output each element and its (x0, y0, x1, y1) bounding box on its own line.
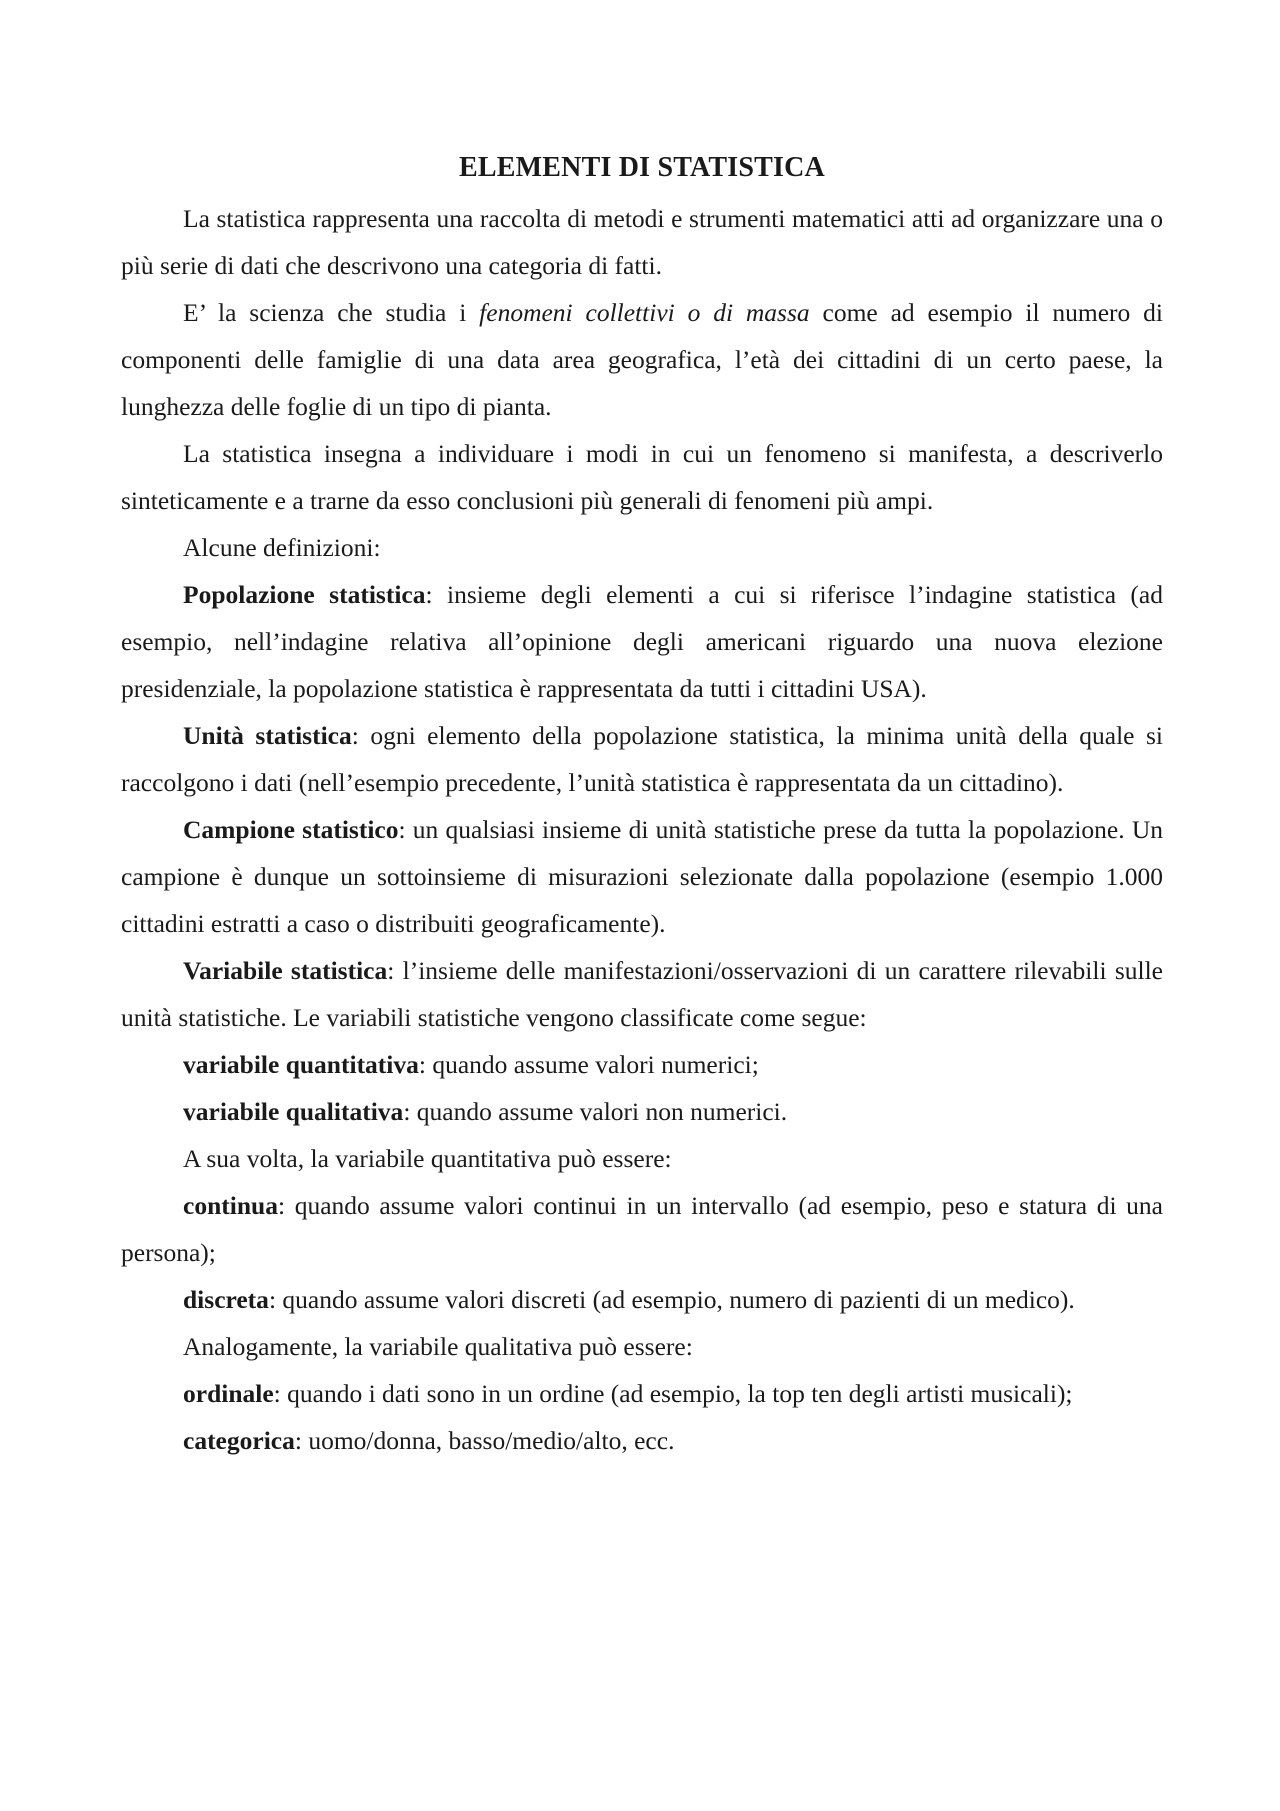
definition-term: variabile qualitativa (183, 1097, 404, 1126)
paragraph-intro: La statistica rappresenta una raccolta di metodi e strumenti matematici atti ad organizzare una o più serie di dati che descrivono una categoria di fatti. (121, 204, 1163, 280)
definition-text: : un qualsiasi insieme di unità statistiche prese da tutta la popolazione. Un campione è dunque un sottoinsieme di misurazioni selezionate dalla popolazione (esempio 1.000 cittadini estratti a caso o distribuiti geograficamente). (121, 815, 1164, 938)
definition-qualitativa (121, 1088, 1163, 1135)
definition-text: : quando i dati sono in un ordine (ad esempio, la top ten degli artisti musicali); (273, 1379, 1073, 1408)
definition-term: categorica (183, 1426, 295, 1455)
definition-term: discreta (183, 1285, 269, 1314)
paragraph-text: come ad esempio il numero di componenti delle famiglie di una data area geografica, l’età dei cittadini di un certo paese, la lunghezza delle foglie di un tipo di pianta. (121, 298, 1163, 421)
paragraph-quantitativa-intro: A sua volta, la variabile quantitativa può essere: (183, 1144, 672, 1173)
definition-variabile (121, 947, 1163, 1041)
paragraph-definitions-intro: Alcune definizioni: (183, 533, 381, 562)
definition-text: : insieme degli elementi a cui si riferisce l’indagine statistica (ad esempio, nell’indagine relativa all’opinione degli americani riguardo una nuova elezione presidenziale, la popolazione statistica è rappresentata da tutti i cittadini USA). (121, 580, 1163, 703)
document-body (121, 195, 1163, 1464)
definition-term: ordinale (183, 1379, 274, 1408)
definition-term: continua (183, 1191, 278, 1220)
definition-text: : quando assume valori non numerici. (403, 1097, 788, 1126)
definition-continua (121, 1182, 1163, 1276)
document-title: ELEMENTI DI STATISTICA (459, 152, 825, 183)
paragraph-qualitativa-intro: Analogamente, la variabile qualitativa può essere: (183, 1332, 693, 1361)
definition-term: Variabile statistica (183, 956, 388, 985)
definition-term: variabile quantitativa (183, 1050, 419, 1079)
paragraph-text: E’ la scienza che studia i (183, 298, 480, 327)
definition-ordinale (121, 1370, 1163, 1417)
emphasis-text: fenomeni collettivi o di massa (479, 298, 810, 327)
definition-term: Campione statistico (183, 815, 399, 844)
definition-text: : uomo/donna, basso/medio/alto, ecc. (294, 1426, 675, 1455)
definition-text: : quando assume valori discreti (ad esempio, numero di pazienti di un medico). (268, 1285, 1075, 1314)
definition-discreta (121, 1276, 1163, 1323)
definition-quantitativa (121, 1041, 1163, 1088)
definition-term: Unità statistica (183, 721, 352, 750)
paragraph-purpose: La statistica insegna a individuare i modi in cui un fenomeno si manifesta, a descriverlo sinteticamente e a trarne da esso conclusioni più generali di fenomeni più ampi. (121, 439, 1163, 515)
definition-text: : quando assume valori continui in un intervallo (ad esempio, peso e statura di una persona); (121, 1191, 1163, 1267)
definition-categorica (121, 1417, 1163, 1464)
paragraph-definition-science (121, 289, 1163, 430)
definition-popolazione (121, 571, 1163, 712)
definition-text: : ogni elemento della popolazione statistica, la minima unità della quale si raccolgono i dati (nell’esempio precedente, l’unità statistica è rappresentata da un cittadino). (121, 721, 1164, 797)
definition-unita (121, 712, 1163, 806)
definition-term: Popolazione statistica (183, 580, 426, 609)
definition-text: : quando assume valori numerici; (418, 1050, 759, 1079)
definition-campione (121, 806, 1163, 947)
definition-text: : l’insieme delle manifestazioni/osservazioni di un carattere rilevabili sulle unità statistiche. Le variabili statistiche vengono classificate come segue: (121, 956, 1163, 1032)
